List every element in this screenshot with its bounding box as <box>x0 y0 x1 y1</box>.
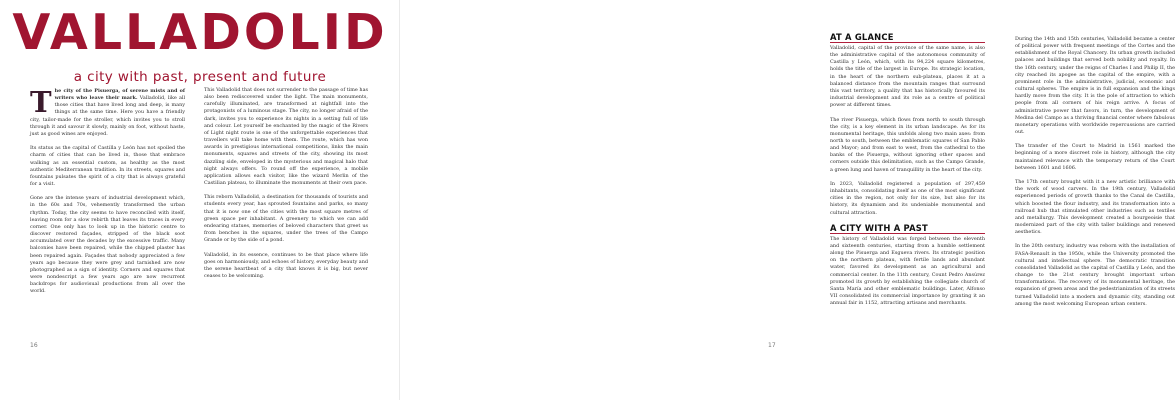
page-subtitle: a city with past, present and future <box>73 69 327 85</box>
paragraph: The history of Valladolid was forged between the eleventh and sixteenth centuries, starting from a humble settlement along the Pisuerga and Esgueva rivers. Its strategic position on the northern plateau, with fertile lands and abundant water, favored its development as an agricultural and commercial center. In the 11th century, Count Pedro Ansúrez promoted its growth by establishing the collegiate church of Santa María and other emblematic buildings. Later, Alfonso VII consolidated its commercial importance by granting it an annual fair in 1152, attracting artisans and merchants. <box>830 235 985 307</box>
section-heading-glance: AT A GLANCE <box>830 32 894 42</box>
paragraph: Its status as the capital of Castilla y León has not spoiled the charm of cities that can be lived in, those that embrace walking as an essential custom, as healthy as the most authentic Mediterranean tradition. In its streets, squares and fountains pulsates the spirit of a city that is always grateful for a visit. <box>30 145 185 188</box>
intro-paragraph <box>30 85 186 138</box>
paragraph: This reborn Valladolid, a destination for thousands of tourists and students every year, has sprouted fountains and parks, so many that it is now one of the cities with the most square metres of green space per inhabitant. A greenery to which we can add endearing statues, memories of beloved characters that greet us from benches in the squares, under the trees of the Campo Grande or by the side of a pond. <box>204 194 368 244</box>
paragraph: The 17th century brought with it a new artistic brilliance with the work of wood carvers. In the 19th century, Valladolid experienced periods of growth thanks to the Canal de Castilla, which boosted the flour industry, and its transformation into a railroad hub that stimulated other industries such as textiles and metallurgy. This development created a bourgeoisie that modernized part of the city with taller buildings and renewed aesthetics. <box>1015 179 1175 236</box>
left-column-2 <box>204 87 368 287</box>
paragraph: The transfer of the Court to Madrid in 1561 marked the beginning of a more discreet role in history, although the city maintained relevance with the temporary return of the Court between 1601 and 1606. <box>1015 143 1175 171</box>
heading-rule <box>830 42 985 43</box>
right-column-2 <box>1015 36 1175 315</box>
right-page <box>400 0 1175 400</box>
intro-lead: he city of the Pisuerga, of serene mists and of writers who leave their mark. <box>54 88 185 102</box>
heading-rule <box>830 233 985 234</box>
paragraph: The river Pisuerga, which flows from north to south through the city, is a key element in its urban landscape. As for its monumental heritage, this unfolds along two main axes: from north to south, between the emblematic squares of San Pablo and Mayor; and from east to west, from the cathedral to the banks of the Pisuerga, without ignoring other spaces and corners outside this delimitation, such as the Campo Grande, a green lung and haven of tranquillity in the heart of the city. <box>830 116 985 173</box>
left-column-1 <box>30 85 186 303</box>
paragraph: Valladolid, in its essence, continues to be that place where life goes on harmoniously, and echoes of history, everyday beauty and the serene heartbeat of a city that knows it is big, but never ceases to be welcoming. <box>204 251 368 280</box>
paragraph: During the 14th and 15th centuries, Valladolid became a center of political power with frequent meetings of the Cortes and the establishment of the Royal Chancery. Its urban growth included palaces and buildings that served both nobility and royalty. In the 16th century, under the reigns of Charles I and Philip II, the city reached its apogee as the capital of the empire, with a prominent role in the administrative, judicial, economic and cultural spheres. The empire is in full expansion and the kings hardly move from the city. It is the pole of attraction to which people from all corners of his reign arrive. A focus of administrative power that favors, in turn, the development of Medina del Campo as a thriving financial center where fabulous monetary operations with worldwide repercussions are carried out. <box>1015 36 1175 136</box>
page-number: 16 <box>30 342 38 349</box>
paragraph: This Valladolid that does not surrender to the passage of time has also been rediscovered under the light. The main monuments, carefully illuminated, are transformed at nightfall into the protagonists of a luminous stage. The city, no longer afraid of the dark, invites you to experience its nights in a setting full of life and colour. Let yourself be enchanted by the magic of the Rivers of Light night route is one of the unforgettable experiences that travellers will take home with them. The route, which has won awards in prestigious international competitions, links the main monuments, squares and streets of the city, showing its most dazzling side, enveloped in the mysterious and magical halo that night always offers. To round off the experience, a mobile application allows each visitor, like the wizard Merlin of the Castilian plateau, to illuminate the monuments at their own pace. <box>204 87 368 187</box>
drop-cap: T <box>30 85 52 119</box>
paragraph: Valladolid, capital of the province of the same name, is also the administrative capital of the autonomous community of Castilla y León, which, with its 94,224 square kilometres, holds the title of the largest in Europe. Its strategic location, in the heart of the northern sub-plateau, places it at a balanced distance from the mountain ranges that surround this vast territory, a quality that has historically favoured its industrial development and its role as a centre of political power at different times. <box>830 45 985 109</box>
right-column-1 <box>830 33 985 315</box>
paragraph: In the 20th century, industry was reborn with the installation of FASA-Renault in the 1950s, while the University promoted the cultural and intellectual sphere. The democratic transition consolidated Valladolid as the capital of Castilla y León, and the change to the 21st century brought important urban transformations. The recovery of its monumental heritage, the expansion of green areas and the pedestrianization of its streets turned Valladolid into a modern and dynamic city, standing out among the most welcoming European urban centers. <box>1015 243 1175 307</box>
paragraph: Gone are the intense years of industrial development which, in the 60s and 70s, vehemently transformed the urban rhythm. Today, the city seems to have reconciled with itself, leaving room for a slow rebirth that leaves its traces in every corner. One only has to look up in the historic centre to discover restored façades, stripped of the black soot accumulated over the decades by the excessive traffic. Many balconies have been repaired, while the chipped plaster has been repaired again. Façades that nobody appreciated a few years ago because they were grey and tarnished are now photographed as a sign of identity. Corners and squares that were nondescript a few years ago are now recurrent backdrops for audiovisual productions from all over the world. <box>30 195 185 295</box>
paragraph: In 2023, Valladolid registered a population of 297,459 inhabitants, consolidating itself as one of the most significant cities in the region, not only for its size, but also for its history, its dynamism and its undeniable monumental and cultural attraction. <box>830 180 985 216</box>
intro-text: Valladolid, like all those cities that have lived long and deep, is many things at the same time. Here you have a friendly city, tailor-made for the stroller, which invites you to stroll through it and savour it slowly, mainly on foot, without haste, just as good wines are enjoyed. <box>30 95 186 137</box>
section-heading-past: A CITY WITH A PAST <box>830 222 928 233</box>
left-page <box>0 0 400 400</box>
page-title: VALLADOLID <box>12 4 388 61</box>
page-number: 17 <box>768 342 776 349</box>
